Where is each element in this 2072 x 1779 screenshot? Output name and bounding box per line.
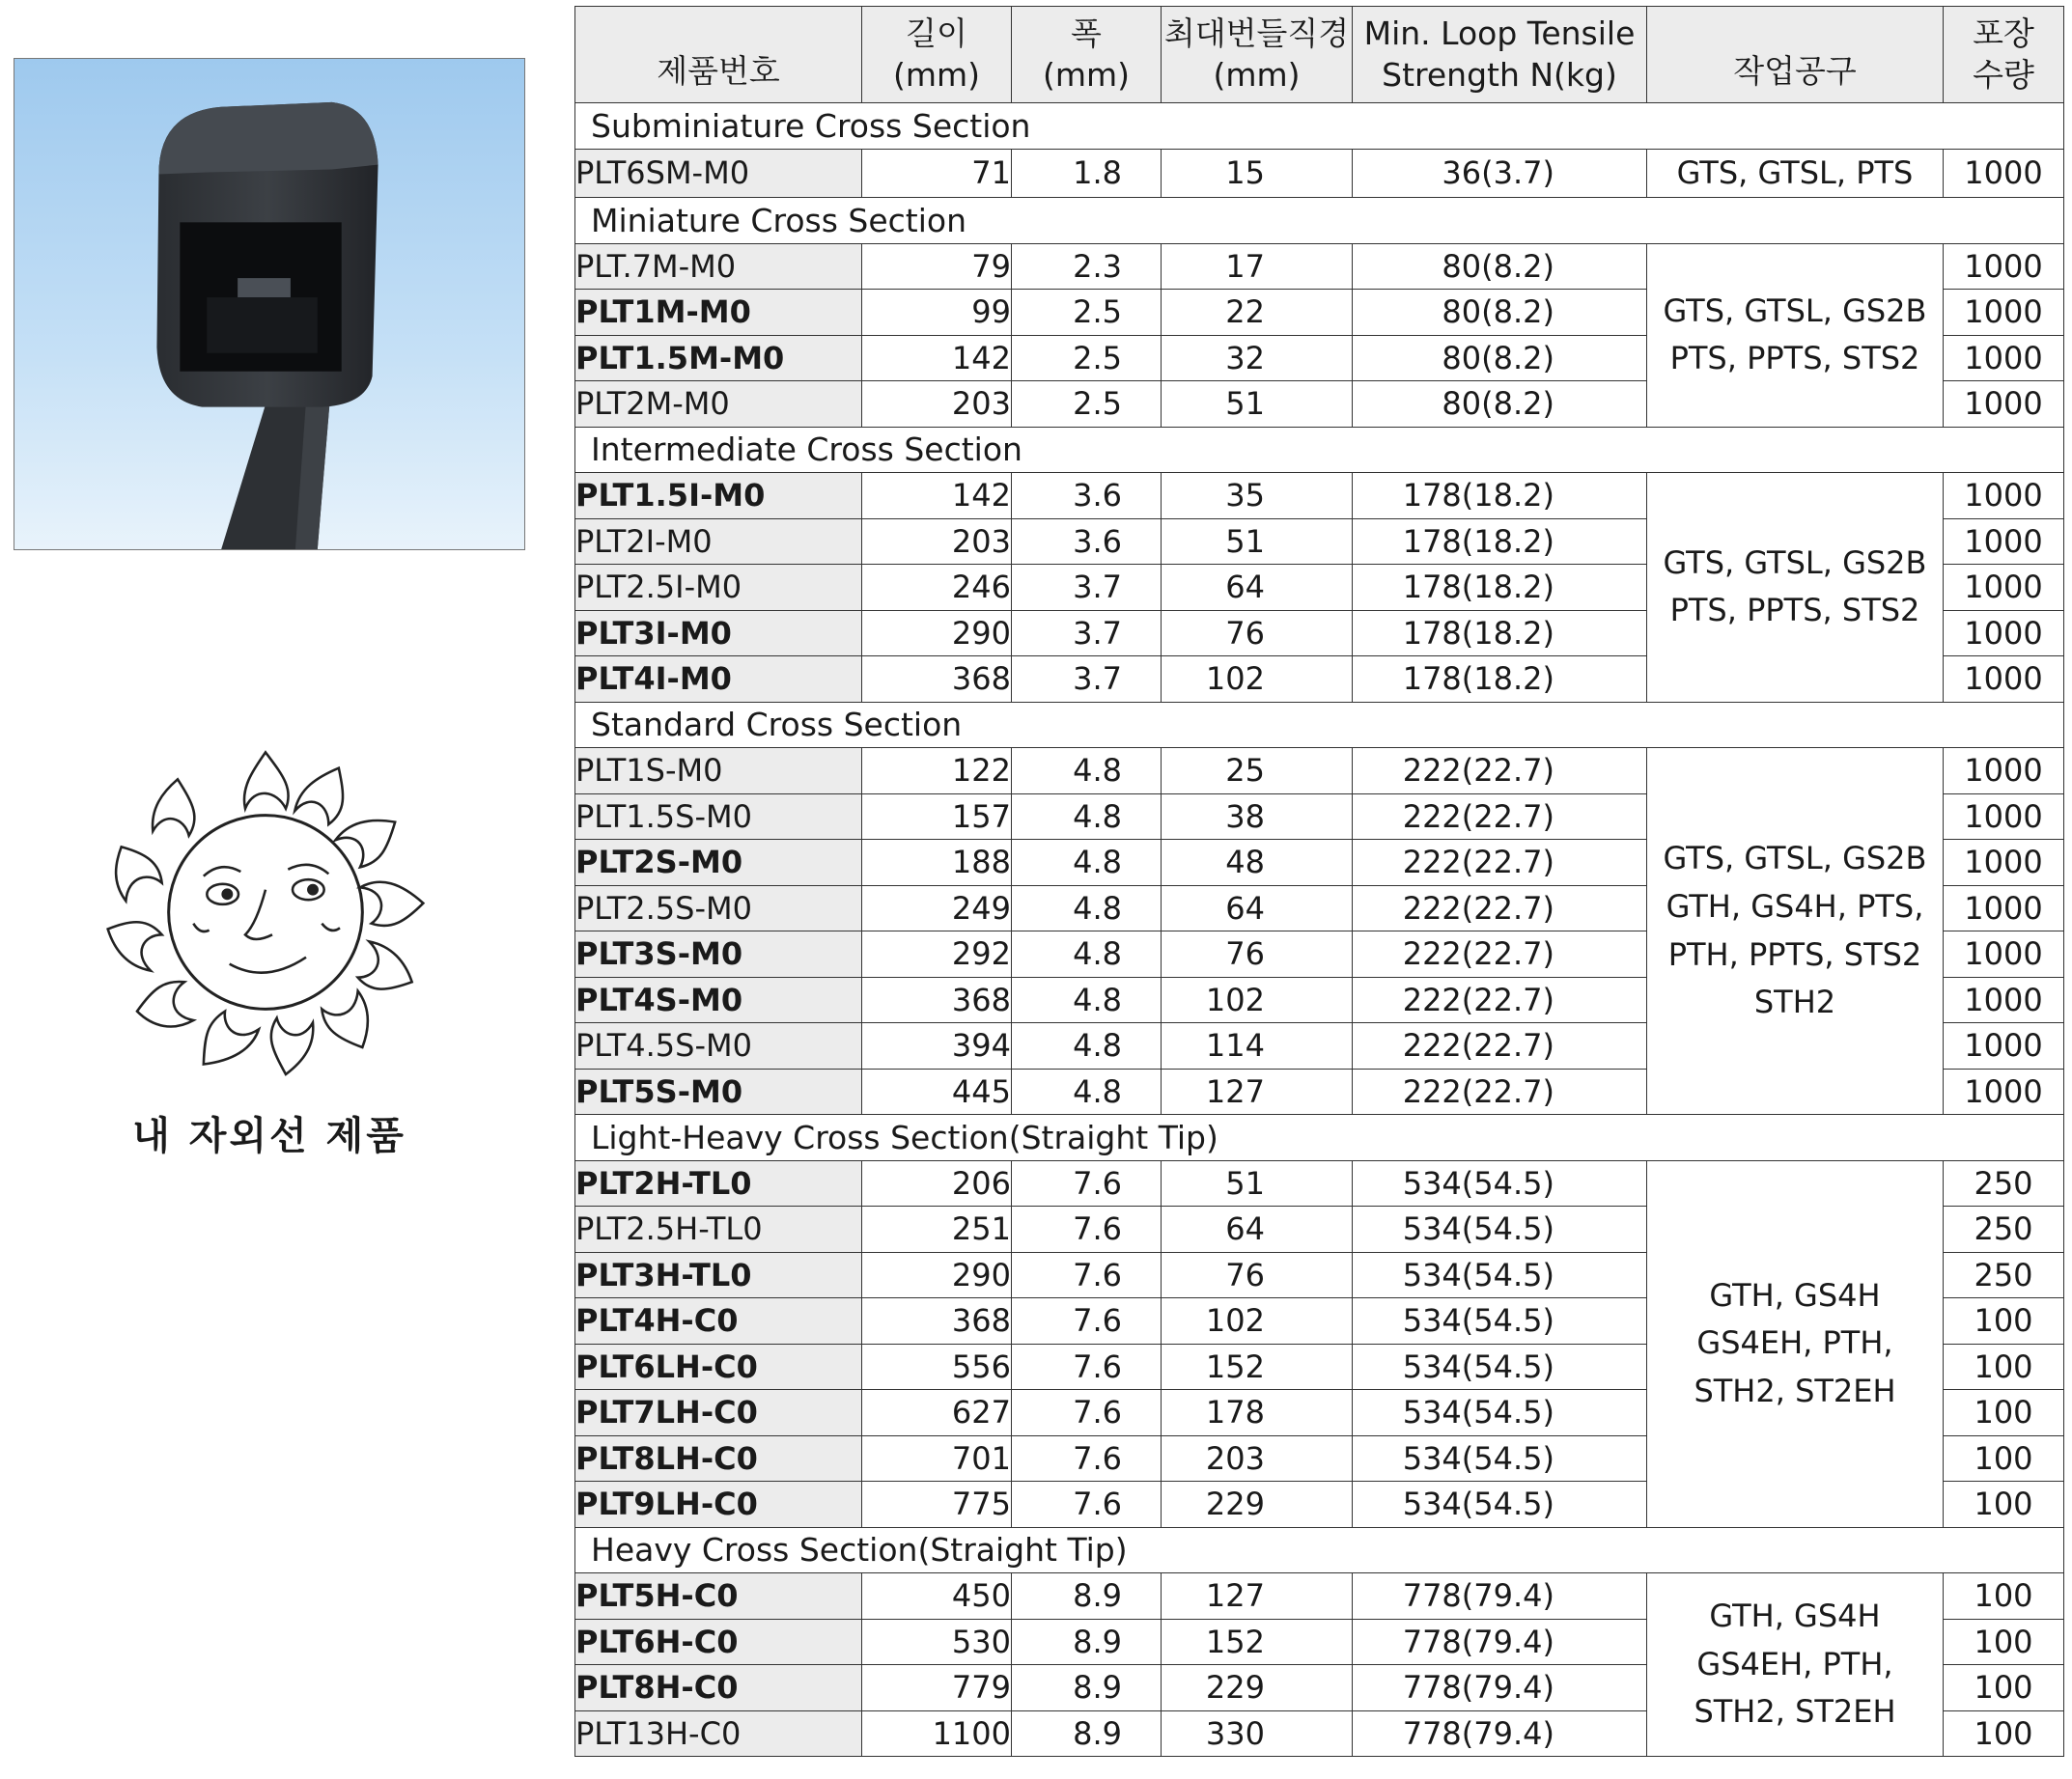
tensile-strength-cell: 778(79.4) <box>1353 1710 1647 1757</box>
pack-qty-cell: 1000 <box>1944 473 2064 519</box>
header-row <box>575 7 2064 103</box>
tools-line: GTS, GTSL, GS2B <box>1663 840 1927 877</box>
tensile-strength-cell: 778(79.4) <box>1353 1619 1647 1665</box>
bundle-diameter-cell: 127 <box>1162 1069 1353 1115</box>
header-tensile-strength: Min. Loop Tensile Strength N(kg) <box>1353 7 1647 103</box>
pack-qty-cell: 1000 <box>1944 1069 2064 1115</box>
width-cell: 2.5 <box>1012 381 1162 428</box>
bundle-diameter-cell: 229 <box>1162 1482 1353 1528</box>
tensile-strength-cell: 534(54.5) <box>1353 1207 1647 1253</box>
bundle-diameter-cell: 152 <box>1162 1619 1353 1665</box>
width-cell: 3.7 <box>1012 610 1162 656</box>
width-cell: 4.8 <box>1012 793 1162 840</box>
part-number: PLT7LH-C0 <box>575 1390 862 1436</box>
width-cell: 1.8 <box>1012 149 1162 198</box>
pack-qty-cell: 250 <box>1944 1207 2064 1253</box>
section-row <box>575 103 2064 150</box>
length-cell: 249 <box>862 885 1012 931</box>
pack-qty-cell: 100 <box>1944 1665 2064 1711</box>
part-number: PLT5S-M0 <box>575 1069 862 1115</box>
length-cell: 71 <box>862 149 1012 198</box>
section-row <box>575 427 2064 473</box>
header-tools: 작업공구 <box>1647 7 1944 103</box>
section-row <box>575 702 2064 748</box>
length-cell: 627 <box>862 1390 1012 1436</box>
tensile-strength-cell: 222(22.7) <box>1353 748 1647 794</box>
tensile-strength-cell: 222(22.7) <box>1353 931 1647 978</box>
bundle-diameter-cell: 64 <box>1162 565 1353 611</box>
length-cell: 368 <box>862 1298 1012 1345</box>
length-cell: 292 <box>862 931 1012 978</box>
tensile-strength-cell: 534(54.5) <box>1353 1435 1647 1482</box>
part-number: PLT8H-C0 <box>575 1665 862 1711</box>
section-title: Standard Cross Section <box>575 702 2064 748</box>
tools-line: PTS, PPTS, STS2 <box>1669 592 1920 629</box>
width-cell: 4.8 <box>1012 1069 1162 1115</box>
pack-qty-cell: 1000 <box>1944 931 2064 978</box>
part-number: PLT13H-C0 <box>575 1710 862 1757</box>
table-row <box>575 243 2064 290</box>
bundle-diameter-cell: 76 <box>1162 1252 1353 1298</box>
tensile-strength-cell: 178(18.2) <box>1353 656 1647 703</box>
part-number: PLT6H-C0 <box>575 1619 862 1665</box>
bundle-diameter-cell: 48 <box>1162 840 1353 886</box>
length-cell: 556 <box>862 1344 1012 1390</box>
pack-qty-cell: 1000 <box>1944 885 2064 931</box>
width-cell: 7.6 <box>1012 1344 1162 1390</box>
tensile-strength-cell: 534(54.5) <box>1353 1160 1647 1207</box>
pack-qty-cell: 1000 <box>1944 565 2064 611</box>
pack-qty-cell: 1000 <box>1944 149 2064 198</box>
bundle-diameter-cell: 64 <box>1162 885 1353 931</box>
tools-cell <box>1647 1573 1944 1757</box>
pack-qty-cell: 250 <box>1944 1252 2064 1298</box>
pack-qty-cell: 1000 <box>1944 793 2064 840</box>
tensile-strength-cell: 222(22.7) <box>1353 977 1647 1023</box>
part-number: PLT4H-C0 <box>575 1298 862 1345</box>
table-row <box>575 748 2064 794</box>
tools-cell <box>1647 149 1944 198</box>
length-cell: 368 <box>862 656 1012 703</box>
width-cell: 8.9 <box>1012 1665 1162 1711</box>
tensile-strength-cell: 534(54.5) <box>1353 1482 1647 1528</box>
cable-tie-photo <box>14 58 525 550</box>
part-number: PLT2S-M0 <box>575 840 862 886</box>
tensile-strength-cell: 178(18.2) <box>1353 565 1647 611</box>
part-number: PLT4I-M0 <box>575 656 862 703</box>
tensile-strength-cell: 178(18.2) <box>1353 518 1647 565</box>
tools-cell <box>1647 1160 1944 1527</box>
tensile-strength-cell: 222(22.7) <box>1353 840 1647 886</box>
width-cell: 3.7 <box>1012 656 1162 703</box>
pack-qty-cell: 100 <box>1944 1619 2064 1665</box>
tensile-strength-cell: 178(18.2) <box>1353 473 1647 519</box>
tools-line: GTS, GTSL, PTS <box>1676 153 1914 191</box>
bundle-diameter-cell: 76 <box>1162 931 1353 978</box>
part-number: PLT2I-M0 <box>575 518 862 565</box>
part-number: PLT2.5S-M0 <box>575 885 862 931</box>
part-number: PLT3H-TL0 <box>575 1252 862 1298</box>
part-number: PLT6SM-M0 <box>575 149 862 198</box>
tensile-strength-cell: 222(22.7) <box>1353 793 1647 840</box>
length-cell: 368 <box>862 977 1012 1023</box>
bundle-diameter-cell: 51 <box>1162 518 1353 565</box>
tools-line: GTS, GTSL, GS2B <box>1663 543 1927 581</box>
table-row <box>575 1160 2064 1207</box>
tools-line: GTS, GTSL, GS2B <box>1663 292 1927 329</box>
cable-tie-spec-table <box>574 6 2064 1757</box>
pack-qty-cell: 1000 <box>1944 243 2064 290</box>
width-cell: 4.8 <box>1012 840 1162 886</box>
tools-line: STH2, ST2EH <box>1694 1693 1896 1731</box>
tensile-strength-cell: 222(22.7) <box>1353 1069 1647 1115</box>
tensile-strength-cell: 534(54.5) <box>1353 1390 1647 1436</box>
length-cell: 290 <box>862 1252 1012 1298</box>
length-cell: 203 <box>862 518 1012 565</box>
bundle-diameter-cell: 35 <box>1162 473 1353 519</box>
bundle-diameter-cell: 102 <box>1162 977 1353 1023</box>
header-part-no: 제품번호 <box>575 7 862 103</box>
width-cell: 4.8 <box>1012 748 1162 794</box>
part-number: PLT8LH-C0 <box>575 1435 862 1482</box>
bundle-diameter-cell: 127 <box>1162 1573 1353 1620</box>
tensile-strength-cell: 80(8.2) <box>1353 290 1647 336</box>
pack-qty-cell: 1000 <box>1944 977 2064 1023</box>
section-row <box>575 1115 2064 1161</box>
part-number: PLT5H-C0 <box>575 1573 862 1620</box>
width-cell: 3.6 <box>1012 473 1162 519</box>
tensile-strength-cell: 534(54.5) <box>1353 1344 1647 1390</box>
section-title: Subminiature Cross Section <box>575 103 2064 150</box>
width-cell: 8.9 <box>1012 1619 1162 1665</box>
pack-qty-cell: 100 <box>1944 1390 2064 1436</box>
pack-qty-cell: 1000 <box>1944 290 2064 336</box>
part-number: PLT3I-M0 <box>575 610 862 656</box>
table-row <box>575 473 2064 519</box>
length-cell: 246 <box>862 565 1012 611</box>
table-row <box>575 1573 2064 1620</box>
length-cell: 206 <box>862 1160 1012 1207</box>
length-cell: 394 <box>862 1023 1012 1070</box>
width-cell: 7.6 <box>1012 1160 1162 1207</box>
pack-qty-cell: 1000 <box>1944 381 2064 428</box>
bundle-diameter-cell: 51 <box>1162 381 1353 428</box>
length-cell: 157 <box>862 793 1012 840</box>
bundle-diameter-cell: 178 <box>1162 1390 1353 1436</box>
tensile-strength-cell: 534(54.5) <box>1353 1298 1647 1345</box>
length-cell: 775 <box>862 1482 1012 1528</box>
width-cell: 7.6 <box>1012 1252 1162 1298</box>
tools-line: PTH, PPTS, STS2 <box>1667 935 1922 973</box>
pack-qty-cell: 1000 <box>1944 840 2064 886</box>
tools-cell <box>1647 748 1944 1115</box>
length-cell: 445 <box>862 1069 1012 1115</box>
part-number: PLT2.5I-M0 <box>575 565 862 611</box>
tensile-strength-cell: 80(8.2) <box>1353 381 1647 428</box>
pack-qty-cell: 100 <box>1944 1482 2064 1528</box>
width-cell: 2.5 <box>1012 290 1162 336</box>
header-length: 길이 (mm) <box>862 7 1012 103</box>
pack-qty-cell: 1000 <box>1944 748 2064 794</box>
tensile-strength-cell: 222(22.7) <box>1353 1023 1647 1070</box>
pack-qty-cell: 100 <box>1944 1435 2064 1482</box>
width-cell: 2.3 <box>1012 243 1162 290</box>
bundle-diameter-cell: 76 <box>1162 610 1353 656</box>
width-cell: 7.6 <box>1012 1207 1162 1253</box>
width-cell: 7.6 <box>1012 1298 1162 1345</box>
part-number: PLT1.5I-M0 <box>575 473 862 519</box>
part-number: PLT1.5S-M0 <box>575 793 862 840</box>
width-cell: 8.9 <box>1012 1710 1162 1757</box>
tensile-strength-cell: 534(54.5) <box>1353 1252 1647 1298</box>
pack-qty-cell: 1000 <box>1944 1023 2064 1070</box>
bundle-diameter-cell: 15 <box>1162 149 1353 198</box>
bundle-diameter-cell: 102 <box>1162 656 1353 703</box>
width-cell: 4.8 <box>1012 931 1162 978</box>
bundle-diameter-cell: 17 <box>1162 243 1353 290</box>
length-cell: 701 <box>862 1435 1012 1482</box>
tensile-strength-cell: 178(18.2) <box>1353 610 1647 656</box>
bundle-diameter-cell: 64 <box>1162 1207 1353 1253</box>
width-cell: 7.6 <box>1012 1390 1162 1436</box>
tensile-strength-cell: 778(79.4) <box>1353 1665 1647 1711</box>
pack-qty-cell: 1000 <box>1944 656 2064 703</box>
pack-qty-cell: 100 <box>1944 1298 2064 1345</box>
length-cell: 79 <box>862 243 1012 290</box>
part-number: PLT4S-M0 <box>575 977 862 1023</box>
bundle-diameter-cell: 152 <box>1162 1344 1353 1390</box>
pack-qty-cell: 1000 <box>1944 335 2064 381</box>
bundle-diameter-cell: 229 <box>1162 1665 1353 1711</box>
pack-qty-cell: 100 <box>1944 1344 2064 1390</box>
pack-qty-cell: 100 <box>1944 1710 2064 1757</box>
part-number: PLT6LH-C0 <box>575 1344 862 1390</box>
tools-line: PTS, PPTS, STS2 <box>1669 340 1920 377</box>
width-cell: 7.6 <box>1012 1435 1162 1482</box>
bundle-diameter-cell: 38 <box>1162 793 1353 840</box>
section-title: Heavy Cross Section(Straight Tip) <box>575 1527 2064 1573</box>
header-pack-qty: 포장 수량 <box>1944 7 2064 103</box>
part-number: PLT2M-M0 <box>575 381 862 428</box>
part-number: PLT2.5H-TL0 <box>575 1207 862 1253</box>
tools-line: GS4EH, PTH, <box>1696 1324 1893 1362</box>
sun-illustration <box>97 743 434 1081</box>
section-row <box>575 1527 2064 1573</box>
tensile-strength-cell: 80(8.2) <box>1353 335 1647 381</box>
width-cell: 2.5 <box>1012 335 1162 381</box>
length-cell: 122 <box>862 748 1012 794</box>
length-cell: 779 <box>862 1665 1012 1711</box>
tools-line: STH2, ST2EH <box>1694 1372 1896 1409</box>
tools-line: GS4EH, PTH, <box>1696 1645 1893 1682</box>
tensile-strength-cell: 222(22.7) <box>1353 885 1647 931</box>
pack-qty-cell: 100 <box>1944 1573 2064 1620</box>
part-number: PLT.7M-M0 <box>575 243 862 290</box>
uv-product-caption: 내 자외선 제품 <box>132 1114 406 1158</box>
bundle-diameter-cell: 32 <box>1162 335 1353 381</box>
width-cell: 3.6 <box>1012 518 1162 565</box>
tensile-strength-cell: 80(8.2) <box>1353 243 1647 290</box>
length-cell: 203 <box>862 381 1012 428</box>
section-title: Miniature Cross Section <box>575 198 2064 244</box>
part-number: PLT1M-M0 <box>575 290 862 336</box>
length-cell: 142 <box>862 473 1012 519</box>
tools-line: STH2 <box>1753 984 1836 1021</box>
bundle-diameter-cell: 203 <box>1162 1435 1353 1482</box>
length-cell: 142 <box>862 335 1012 381</box>
width-cell: 4.8 <box>1012 1023 1162 1070</box>
tools-line: GTH, GS4H <box>1709 1598 1881 1635</box>
width-cell: 4.8 <box>1012 977 1162 1023</box>
pack-qty-cell: 1000 <box>1944 610 2064 656</box>
bundle-diameter-cell: 25 <box>1162 748 1353 794</box>
tools-cell <box>1647 243 1944 427</box>
bundle-diameter-cell: 330 <box>1162 1710 1353 1757</box>
section-row <box>575 198 2064 244</box>
tensile-strength-cell: 778(79.4) <box>1353 1573 1647 1620</box>
length-cell: 99 <box>862 290 1012 336</box>
header-bundle-diameter: 최대번들직경 (mm) <box>1162 7 1353 103</box>
bundle-diameter-cell: 51 <box>1162 1160 1353 1207</box>
width-cell: 3.7 <box>1012 565 1162 611</box>
part-number: PLT1S-M0 <box>575 748 862 794</box>
tools-line: GTH, GS4H, PTS, <box>1666 888 1924 925</box>
part-number: PLT9LH-C0 <box>575 1482 862 1528</box>
part-number: PLT3S-M0 <box>575 931 862 978</box>
pack-qty-cell: 250 <box>1944 1160 2064 1207</box>
header-width: 폭 (mm) <box>1012 7 1162 103</box>
length-cell: 1100 <box>862 1710 1012 1757</box>
part-number: PLT2H-TL0 <box>575 1160 862 1207</box>
section-title: Intermediate Cross Section <box>575 427 2064 473</box>
section-title: Light-Heavy Cross Section(Straight Tip) <box>575 1115 2064 1161</box>
width-cell: 4.8 <box>1012 885 1162 931</box>
tools-cell <box>1647 473 1944 703</box>
table-row <box>575 149 2064 198</box>
width-cell: 8.9 <box>1012 1573 1162 1620</box>
part-number: PLT1.5M-M0 <box>575 335 862 381</box>
tensile-strength-cell: 36(3.7) <box>1353 149 1647 198</box>
part-number: PLT4.5S-M0 <box>575 1023 862 1070</box>
tools-line: GTH, GS4H <box>1709 1276 1881 1314</box>
length-cell: 530 <box>862 1619 1012 1665</box>
length-cell: 188 <box>862 840 1012 886</box>
bundle-diameter-cell: 22 <box>1162 290 1353 336</box>
length-cell: 251 <box>862 1207 1012 1253</box>
length-cell: 290 <box>862 610 1012 656</box>
pack-qty-cell: 1000 <box>1944 518 2064 565</box>
bundle-diameter-cell: 102 <box>1162 1298 1353 1345</box>
bundle-diameter-cell: 114 <box>1162 1023 1353 1070</box>
length-cell: 450 <box>862 1573 1012 1620</box>
width-cell: 7.6 <box>1012 1482 1162 1528</box>
